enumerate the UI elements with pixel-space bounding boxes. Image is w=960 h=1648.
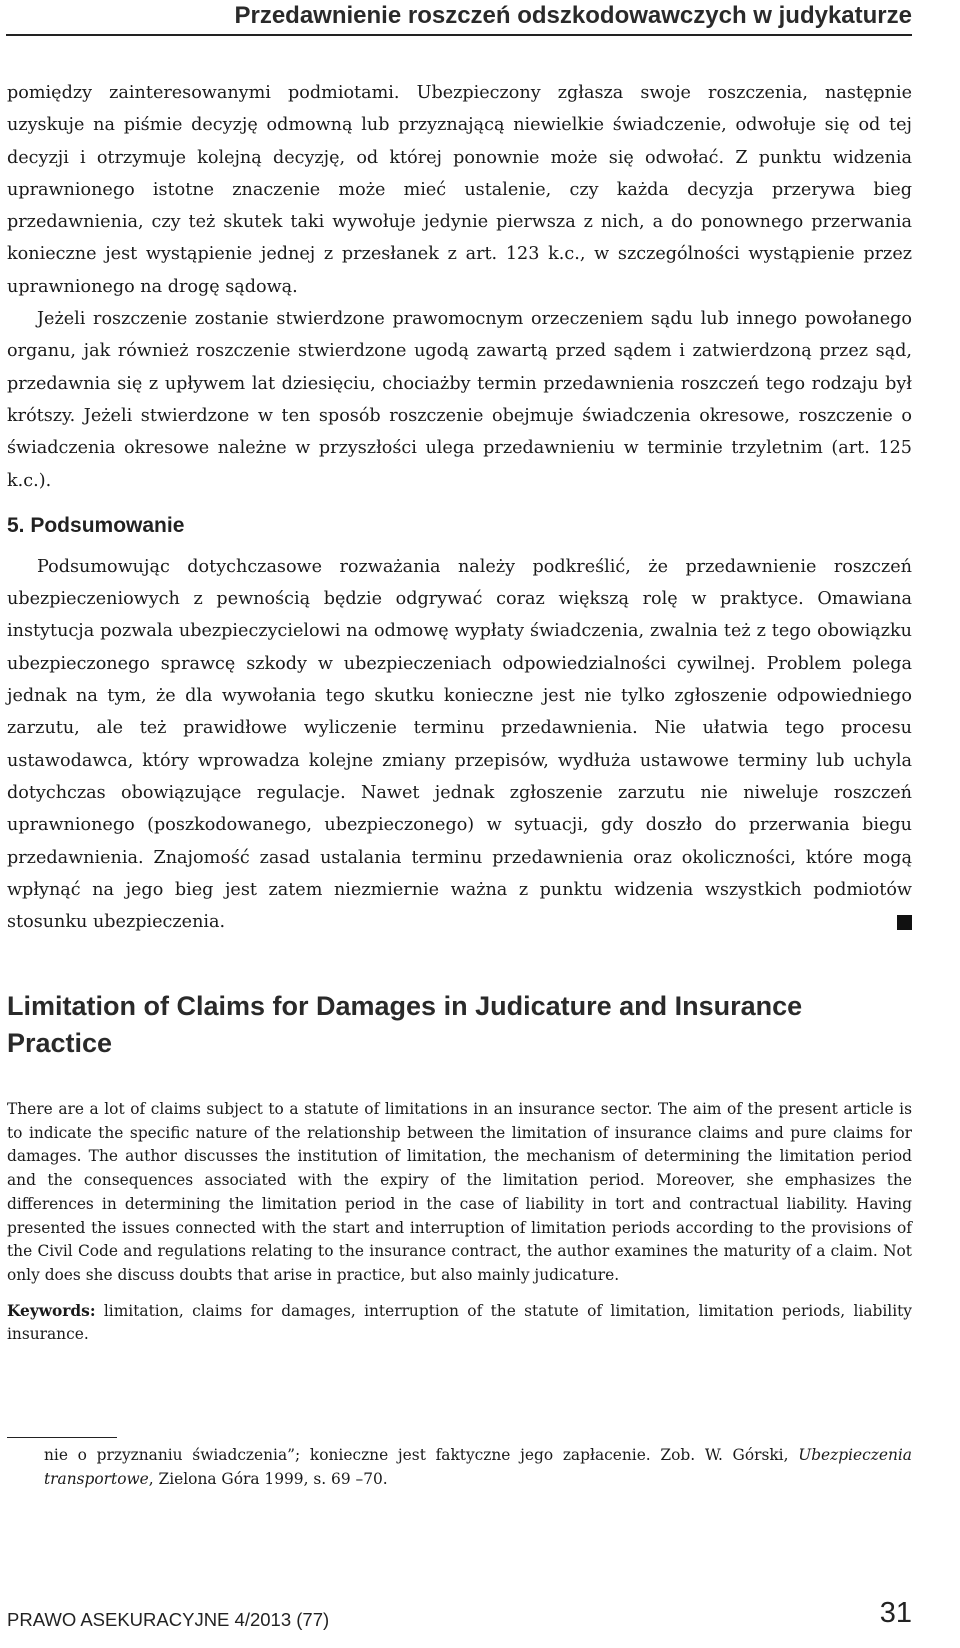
- summary-text: Podsumowując dotychczasowe rozważania należy podkreślić, że przedawnienie roszczeń ubezpieczeniowych z pewnością będzie odgrywać coraz większą rolę w praktyce. Omawiana instytucja pozwala ubezpieczycielowi na odmowę wypłaty świadczenia, zwalnia też z tego obowiązku ubezpieczonego sprawcę szkody w ubezpieczeniach odpowiedzialności cywilnej. Problem polega jednak na tym, że dla wywołania tego skutku konieczne jest nie tylko zgłoszenie odpowiedniego zarzutu, ale też prawidłowe wyliczenie terminu przedawnienia. Nie ułatwia tego procesu ustawodawca, który wprowadza kolejne zmiany przepisów, wydłuża ustawowe terminy lub uchyla dotychczas obowiązujące regulacje. Nawet jednak zgłoszenie zarzutu nie niweluje roszczeń uprawnionego (poszkodowanego, ubezpieczonego) w sytuacji, gdy doszło do przerwania biegu przedawnienia. Znajomość zasad ustalania terminu przedawnienia oraz okoliczności, które mogą wpłynąć na jego bieg jest zatem niezmiernie ważna z punktu widzenia wszystkich podmiotów stosunku ubezpieczenia.: [7, 556, 912, 933]
- footnote-text: nie o przyznaniu świadczenia”; konieczne jest faktyczne jego zapłacenie. Zob. W. Górski,: [44, 1446, 799, 1464]
- main-body: [7, 77, 912, 938]
- body-paragraph: pomiędzy zainteresowanymi podmiotami. Ubezpieczony zgłasza swoje roszczenia, następnie uzyskuje na piśmie decyzję odmowną lub przyznającą niewielkie świadczenie, odwołuje się od tej decyzji i otrzymuje kolejną decyzję, od której ponownie może się odwołać. Z punktu widzenia uprawnionego istotne znaczenie może mieć ustalenie, czy każda decyzja przerywa bieg przedawnienia, czy też skutek taki wywołuje jedynie pierwsza z nich, a do ponownego przerwania konieczne jest wystąpienie jednej z przesłanek z art. 123 k.c., w szczególności wystąpienie przez uprawnionego na drogę sądową.: [7, 83, 912, 297]
- summary-paragraph: [7, 551, 912, 939]
- footnote-rule: [7, 1437, 117, 1438]
- keywords: [7, 1300, 912, 1347]
- english-abstract: There are a lot of claims subject to a statute of limitations in an insurance sector. The aim of the present article is to indicate the specific nature of the relationship between the limitation of insurance claims and pure claims for damages. The author discusses the institution of limitation, the mechanism of determining the limitation period and the consequences associated with the expiry of the limitation period. Moreover, she emphasizes the differences in determining the limitation period in the case of liability in tort and contractual liability. Having presented the issues connected with the start and interruption of limitation periods according to the provisions of the Civil Code and regulations relating to the insurance contract, the author examines the maturity of a claim. Not only does she discuss doubts that arise in practice, but also mainly judicature.: [7, 1100, 912, 1284]
- end-of-article-mark: [897, 915, 912, 930]
- body-paragraph: Jeżeli roszczenie zostanie stwierdzone prawomocnym orzeczeniem sądu lub innego powołanego organu, jak również roszczenie stwierdzone ugodą zawartą przed sądem i zatwierdzoną przez sąd, przedawnia się z upływem lat dziesięciu, chociażby termin przedawnienia roszczeń tego rodzaju był krótszy. Jeżeli stwierdzone w ten sposób roszczenie obejmuje świadczenia okresowe, roszczenie o świadczenia okresowe należne w przyszłości ulega przedawnieniu w terminie trzyletnim (art. 125 k.c.).: [7, 309, 912, 491]
- english-summary: [7, 988, 912, 1347]
- page-number: 31: [879, 1597, 912, 1629]
- footnote-book-title: Ubezpieczenia transportowe: [44, 1446, 912, 1488]
- section-heading: 5. Podsumowanie: [7, 513, 185, 537]
- header-rule: [6, 34, 912, 36]
- english-title: Limitation of Claims for Damages in Judicature and Insurance Practice: [7, 991, 803, 1058]
- footnote-text-end: , Zielona Góra 1999, s. 69 –70.: [148, 1469, 388, 1488]
- journal-footer: PRAWO ASEKURACYJNE 4/2013 (77): [7, 1609, 330, 1630]
- keywords-label: Keywords:: [7, 1301, 96, 1320]
- footnote: [44, 1444, 912, 1491]
- running-header: Przedawnienie roszczeń odszkodowawczych w judykaturze: [234, 2, 912, 29]
- keywords-text: limitation, claims for damages, interruption of the statute of limitation, limitation periods, liability insurance.: [7, 1301, 912, 1344]
